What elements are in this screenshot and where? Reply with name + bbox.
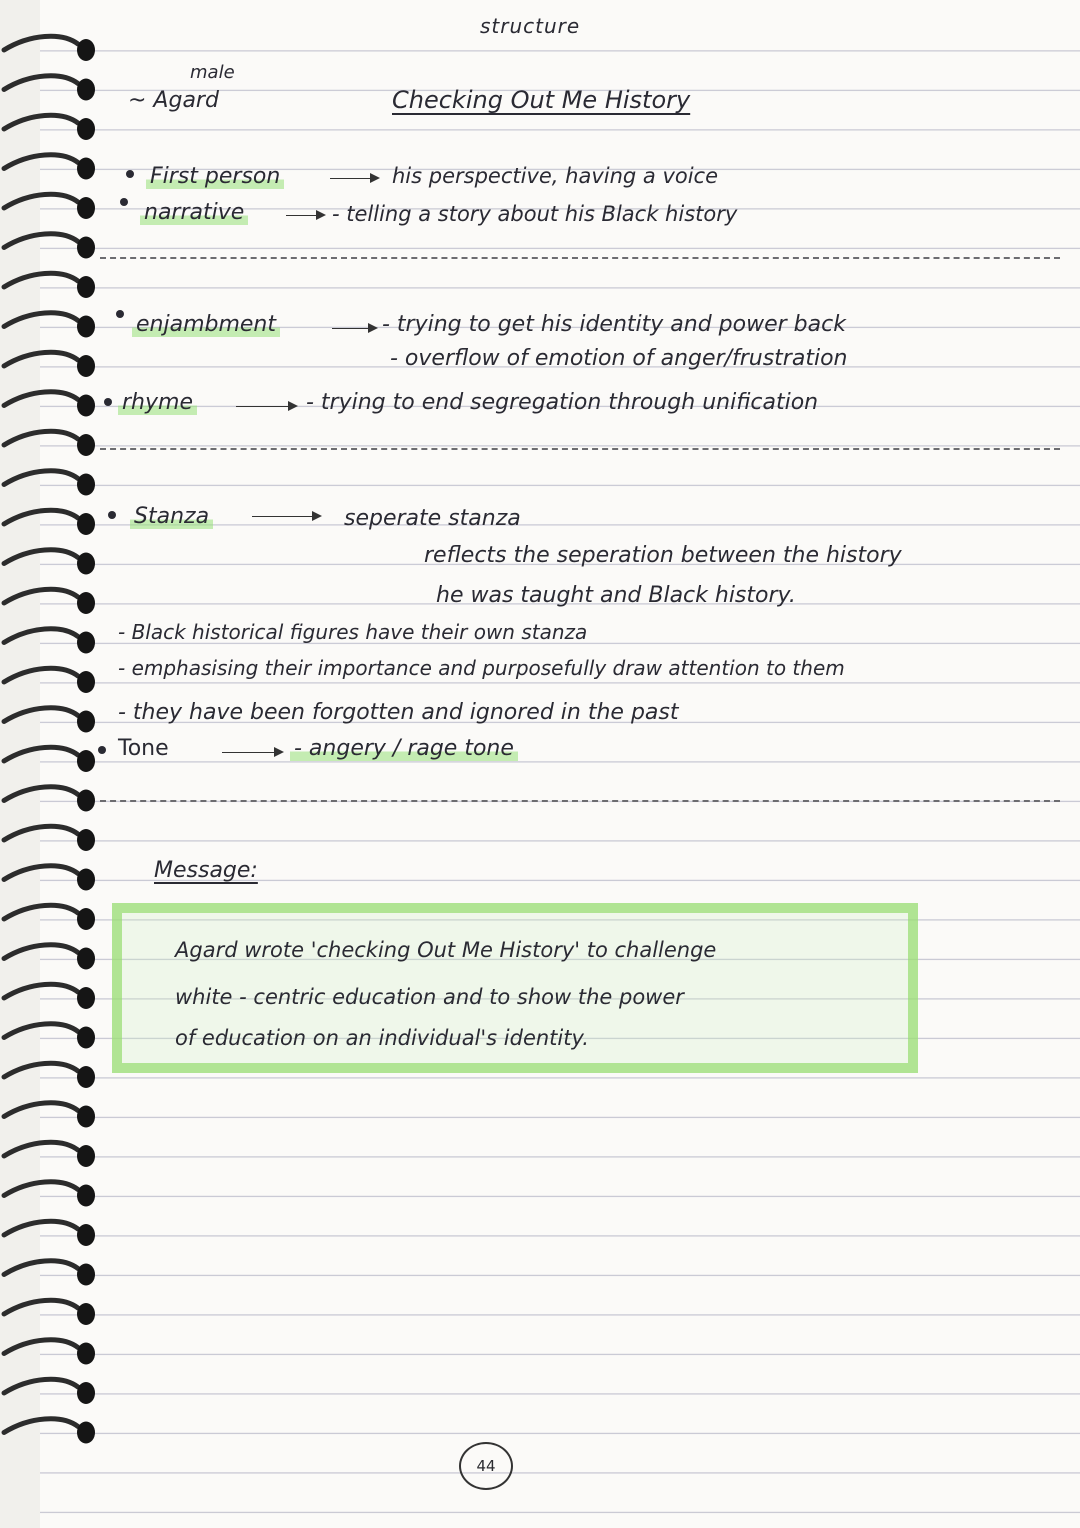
spiral-binding-icon: [0, 0, 110, 1528]
arrow-icon: [236, 406, 296, 407]
arrow-icon: [332, 328, 376, 329]
note-rhyme: - trying to end segregation through unification: [306, 390, 819, 415]
bullet-icon: [126, 170, 134, 178]
note-stanza-3: he was taught and Black history.: [436, 583, 796, 608]
stanza-detail-2: - emphasising their importance and purposefully draw attention to them: [118, 656, 845, 680]
stanza-detail-3: - they have been forgotten and ignored in the past: [118, 700, 679, 725]
arrow-icon: [330, 178, 378, 179]
term-narrative: narrative: [140, 200, 248, 225]
arrow-icon: [286, 215, 324, 216]
bullet-icon: [104, 398, 112, 406]
stanza-detail-1: - Black historical figures have their own stanza: [118, 620, 588, 644]
note-first-person: his perspective, having a voice: [392, 164, 719, 188]
arrow-icon: [222, 752, 282, 753]
message-heading: Message:: [154, 858, 258, 883]
note-enjambment-2: - overflow of emotion of anger/frustration: [390, 346, 848, 371]
poet-note: male: [190, 62, 235, 83]
note-narrative: - telling a story about his Black history: [332, 202, 738, 226]
note-stanza-1: seperate stanza: [344, 506, 521, 531]
term-enjambment: enjambment: [132, 312, 280, 337]
message-line-3: of education on an individual's identity.: [175, 1026, 589, 1050]
section-heading: structure: [480, 14, 581, 38]
term-stanza: Stanza: [130, 504, 213, 529]
note-enjambment-1: - trying to get his identity and power back: [382, 312, 846, 337]
bullet-icon: [98, 746, 106, 754]
term-tone: Tone: [118, 736, 169, 761]
section-divider: [100, 800, 1060, 802]
page-number: 44: [459, 1442, 513, 1490]
term-first-person: First person: [146, 164, 284, 189]
bullet-icon: [108, 511, 116, 519]
bullet-icon: [120, 198, 128, 206]
bullet-icon: [116, 310, 124, 318]
term-rhyme: rhyme: [118, 390, 197, 415]
section-divider: [100, 448, 1060, 450]
section-divider: [100, 257, 1060, 259]
message-line-1: Agard wrote 'checking Out Me History' to challenge: [175, 938, 717, 962]
arrow-icon: [252, 516, 320, 517]
note-stanza-2: reflects the seperation between the history: [424, 543, 902, 568]
poet-name: ~ Agard: [128, 88, 219, 113]
message-line-2: white - centric education and to show the power: [175, 985, 684, 1009]
tone-note: - angery / rage tone: [290, 736, 518, 761]
page-title: Checking Out Me History: [392, 86, 691, 114]
